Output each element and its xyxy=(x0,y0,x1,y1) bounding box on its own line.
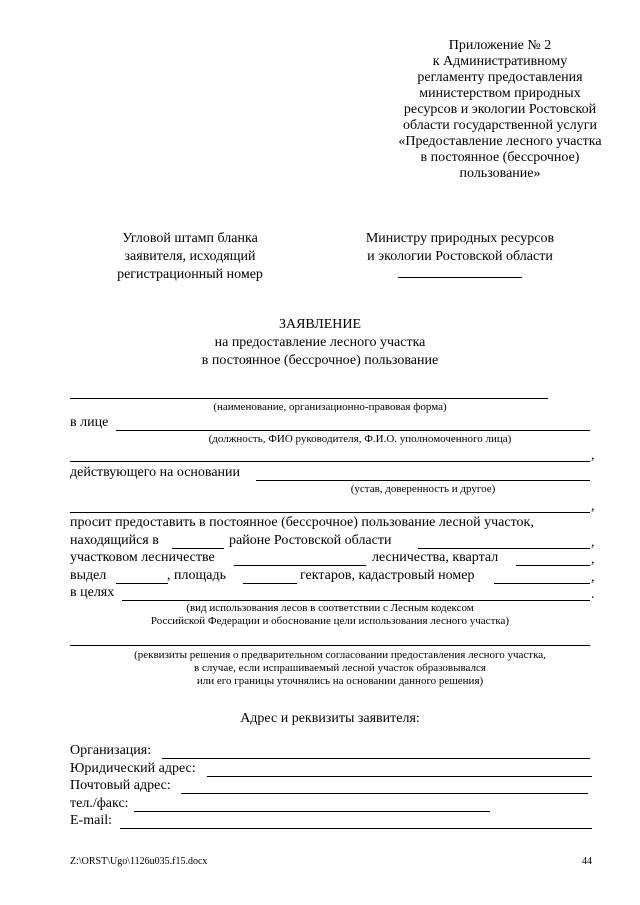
appendix-line: Приложение № 2 xyxy=(448,38,552,53)
page-title: ЗАЯВЛЕНИЕ xyxy=(278,317,362,332)
appendix-block xyxy=(380,38,620,182)
decision-requisites-line[interactable] xyxy=(70,645,590,646)
label-postal-address: Почтовый адрес: xyxy=(70,778,171,793)
comma: , xyxy=(591,552,595,567)
legal-address-field[interactable] xyxy=(207,776,592,777)
appendix-line: министерством природных xyxy=(419,86,581,101)
caption-decision-2: в случае, если испрашиваемый лесной участок образовывался xyxy=(194,662,486,674)
label-district-forestry: участковом лесничестве xyxy=(70,550,215,565)
label-legal-address: Юридический адрес: xyxy=(70,761,196,776)
label-area: , площадь xyxy=(167,568,226,583)
caption-use-1: (вид использования лесов в соответствии с Лесным кодексом xyxy=(186,602,474,614)
addressee-block xyxy=(340,230,580,266)
contacts-heading: Адрес и реквизиты заявителя: xyxy=(240,711,420,726)
cadastral-number-line[interactable] xyxy=(494,583,590,584)
caption-basis: (устав, доверенность и другое) xyxy=(350,483,496,495)
applicant-name-line[interactable] xyxy=(70,398,548,399)
stamp-line: Угловой штамп бланка xyxy=(122,231,258,246)
acting-basis-line[interactable] xyxy=(256,480,590,481)
addressee-line: Министру природных ресурсов xyxy=(365,231,555,246)
stamp-line: регистрационный номер xyxy=(117,267,263,282)
caption-decision-3: или его границы уточнялись на основании данного решения) xyxy=(196,675,484,687)
purposes-line[interactable] xyxy=(122,600,590,601)
appendix-line: к Административному xyxy=(432,54,568,69)
phone-fax-field[interactable] xyxy=(134,811,490,812)
label-purposes: в целях xyxy=(70,585,115,600)
email-field[interactable] xyxy=(120,828,592,829)
page-number: 44 xyxy=(582,856,592,867)
comma: , xyxy=(591,499,595,514)
title-block xyxy=(120,316,520,370)
district-extra-line[interactable] xyxy=(418,548,590,549)
appendix-line: в постоянное (бессрочное) xyxy=(420,150,580,165)
acting-basis-line-continued[interactable] xyxy=(70,512,590,513)
caption-position: (должность, ФИО руководителя, Ф.И.О. уполномоченного лица) xyxy=(208,433,512,445)
footer-file-path: Z:\ORST\Ugo\1126u035.f15.docx xyxy=(70,856,208,867)
label-phone-fax: тел./факс: xyxy=(70,796,129,811)
title-subline: на предоставление лесного участка xyxy=(214,335,426,350)
comma: , xyxy=(591,448,595,463)
label-email: E-mail: xyxy=(70,813,112,828)
period: . xyxy=(591,587,595,602)
district-forestry-line[interactable] xyxy=(234,565,366,566)
addressee-name-line[interactable] xyxy=(398,277,522,278)
stamp-line: заявителя, исходящий xyxy=(124,249,256,264)
area-line[interactable] xyxy=(243,583,297,584)
appendix-line: «Предоставление лесного участка xyxy=(398,134,602,149)
vydel-line[interactable] xyxy=(116,583,168,584)
caption-decision-1: (реквизиты решения о предварительном согласовании предоставления лесного участка, xyxy=(134,649,546,661)
label-district: районе Ростовской области xyxy=(229,533,392,548)
corner-stamp-block xyxy=(95,230,285,284)
appendix-line: регламенту предоставления xyxy=(417,70,583,85)
quarter-line[interactable] xyxy=(516,565,590,566)
representative-line[interactable] xyxy=(116,430,590,431)
label-vydel: выдел xyxy=(70,568,107,583)
caption-name: (наименование, организационно-правовая форма) xyxy=(213,401,447,413)
comma: , xyxy=(591,535,595,550)
label-hectares: гектаров, кадастровый номер xyxy=(300,568,475,583)
appendix-line: области государственной услуги xyxy=(402,118,597,133)
appendix-line: ресурсов и экологии Ростовской xyxy=(403,102,597,117)
label-acting-basis: действующего на основании xyxy=(70,465,241,480)
label-organization: Организация: xyxy=(70,743,152,758)
comma: , xyxy=(591,570,595,585)
title-subline: в постоянное (бессрочное) пользование xyxy=(201,353,439,368)
organization-field[interactable] xyxy=(162,758,590,759)
label-forestry-quarter: лесничества, квартал xyxy=(372,550,499,565)
district-input-line[interactable] xyxy=(172,548,224,549)
representative-line-continued[interactable] xyxy=(70,461,590,462)
label-v-lice: в лице xyxy=(70,415,109,430)
postal-address-field[interactable] xyxy=(181,793,588,794)
addressee-line: и экологии Ростовской области xyxy=(367,249,553,264)
label-located-in: находящийся в xyxy=(70,533,159,548)
request-text: просит предоставить в постоянное (бессрочное) пользование лесной участок, xyxy=(70,515,534,530)
appendix-line: пользование» xyxy=(459,166,541,181)
caption-use-2: Российской Федерации и обоснование цели использования лесного участка) xyxy=(150,615,510,627)
